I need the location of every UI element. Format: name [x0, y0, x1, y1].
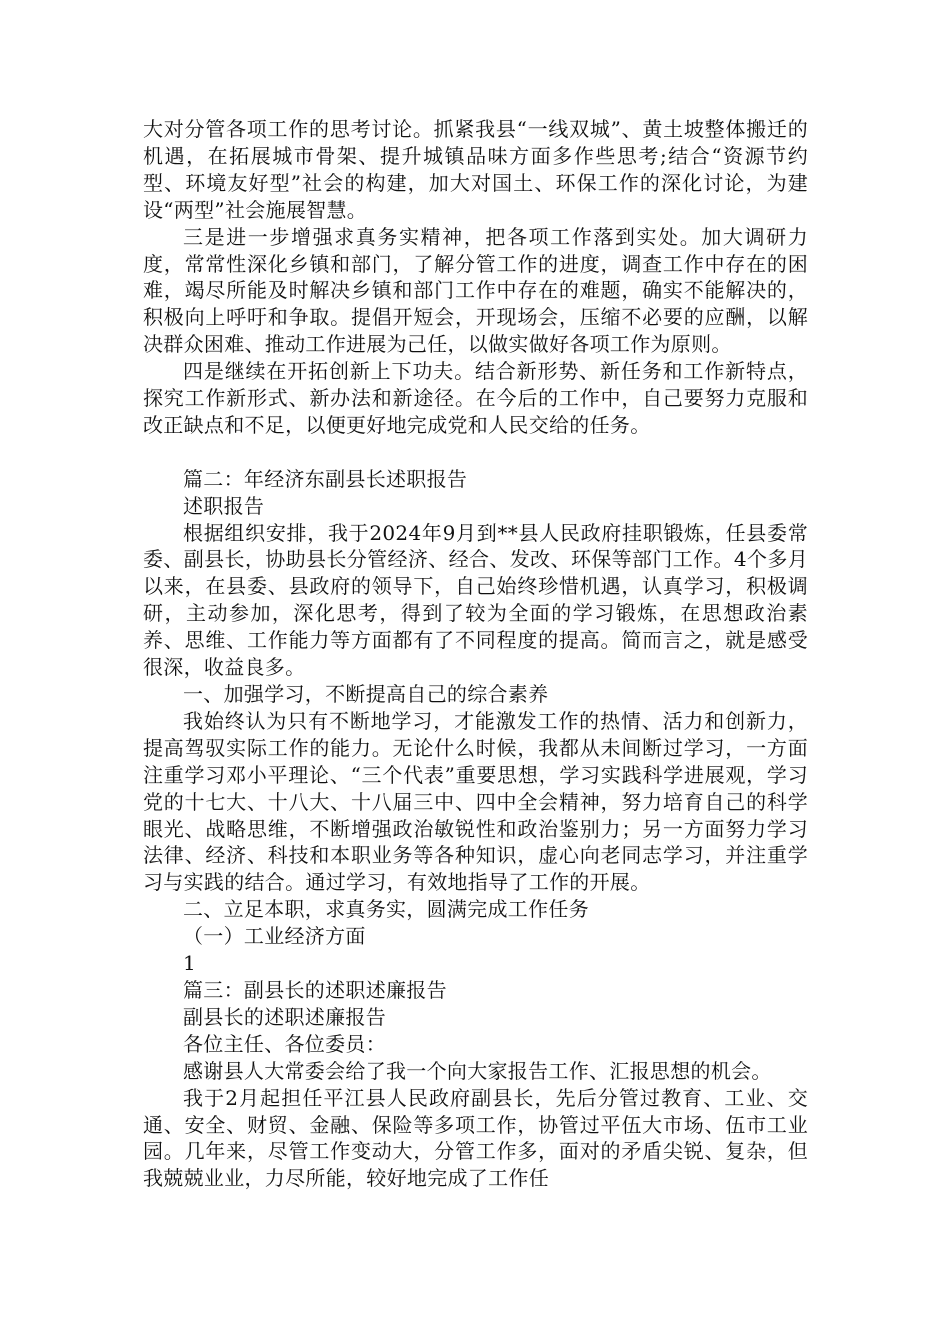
- document-body: [143, 116, 808, 1192]
- section-heading-part-two: 篇二：年经济东副县长述职报告: [183, 466, 468, 491]
- paragraph-intro: 根据组织安排，我于2024年9月到**县人民政府挂职锻炼，任县委常委、副县长，协助县长分管经济、经合、发改、环保等部门工作。4个多月以来，在县委、县政府的领导下，自己始终珍惜机遇，认真学习，积极调研，主动参加，深化思考，得到了较为全面的学习锻炼，在思想政治素养、思维、工作能力等方面都有了不同程度的提高。简而言之，就是感受很深，收益良多。: [143, 520, 808, 680]
- section-heading-part-three: 篇三：副县长的述职述廉报告: [183, 977, 447, 1002]
- paragraph-point-three: 三是进一步增强求真务实精神，把各项工作落到实处。加大调研力度，常常性深化乡镇和部门，了解分管工作的进度，调查工作中存在的困难，竭尽所能及时解决乡镇和部门工作中存在的难题，确实不能解决的，积极向上呼吁和争取。提倡开短会，开现场会，压缩不必要的应酬，以解决群众困难、推动工作进展为己任，以做实做好各项工作为原则。: [143, 224, 808, 357]
- subheading-industry: （一）工业经济方面: [183, 924, 366, 949]
- paragraph-study: 我始终认为只有不断地学习，才能激发工作的热情、活力和创新力，提高驾驭实际工作的能力。无论什么时候，我都从未间断过学习，一方面注重学习邓小平理论、“三个代表”重要思想，学习实践科学进展观，学习党的十七大、十八大、十八届三中、四中全会精神，努力培育自己的科学眼光、战略思维，不断增强政治敏锐性和政治鉴别力；另一方面努力学习法律、经济、科技和本职业务等各种知识，虚心向老同志学习，并注重学习与实践的结合。通过学习，有效地指导了工作的开展。: [143, 708, 808, 895]
- report-title-part-three: 副县长的述职述廉报告: [183, 1004, 386, 1029]
- paragraph-continuation: 大对分管各项工作的思考讨论。抓紧我县“一线双城”、黄土坡整体搬迁的机遇，在拓展城市骨架、提升城镇品味方面多作些思考;结合“资源节约型、环境友好型”社会的构建，加大对国土、环保工作的深化讨论，为建设“两型”社会施展智慧。: [143, 117, 808, 222]
- page-number: 1: [183, 951, 197, 976]
- heading-duties: 二、立足本职，求真务实，圆满完成工作任务: [183, 897, 589, 922]
- salutation: 各位主任、各位委员：: [183, 1031, 386, 1056]
- paragraph-point-four: 四是继续在开拓创新上下功夫。结合新形势、新任务和工作新特点，探究工作新形式、新办法和新途径。在今后的工作中，自己要努力克服和改正缺点和不足，以便更好地完成党和人民交给的任务。: [143, 359, 808, 437]
- paragraph-appointment: 我于2月起担任平江县人民政府副县长，先后分管过教育、工业、交通、安全、财贸、金融、保险等多项工作，协管过平伍大市场、伍市工业园。几年来，尽管工作变动大，分管工作多，面对的矛盾尖锐、复杂，但我兢兢业业，力尽所能，较好地完成了工作任: [143, 1085, 808, 1191]
- heading-study: 一、加强学习，不断提高自己的综合素养: [183, 682, 549, 707]
- report-title: 述职报告: [183, 493, 265, 518]
- section-gap: [143, 439, 808, 466]
- paragraph-thanks: 感谢县人大常委会给了我一个向大家报告工作、汇报思想的机会。: [183, 1058, 772, 1083]
